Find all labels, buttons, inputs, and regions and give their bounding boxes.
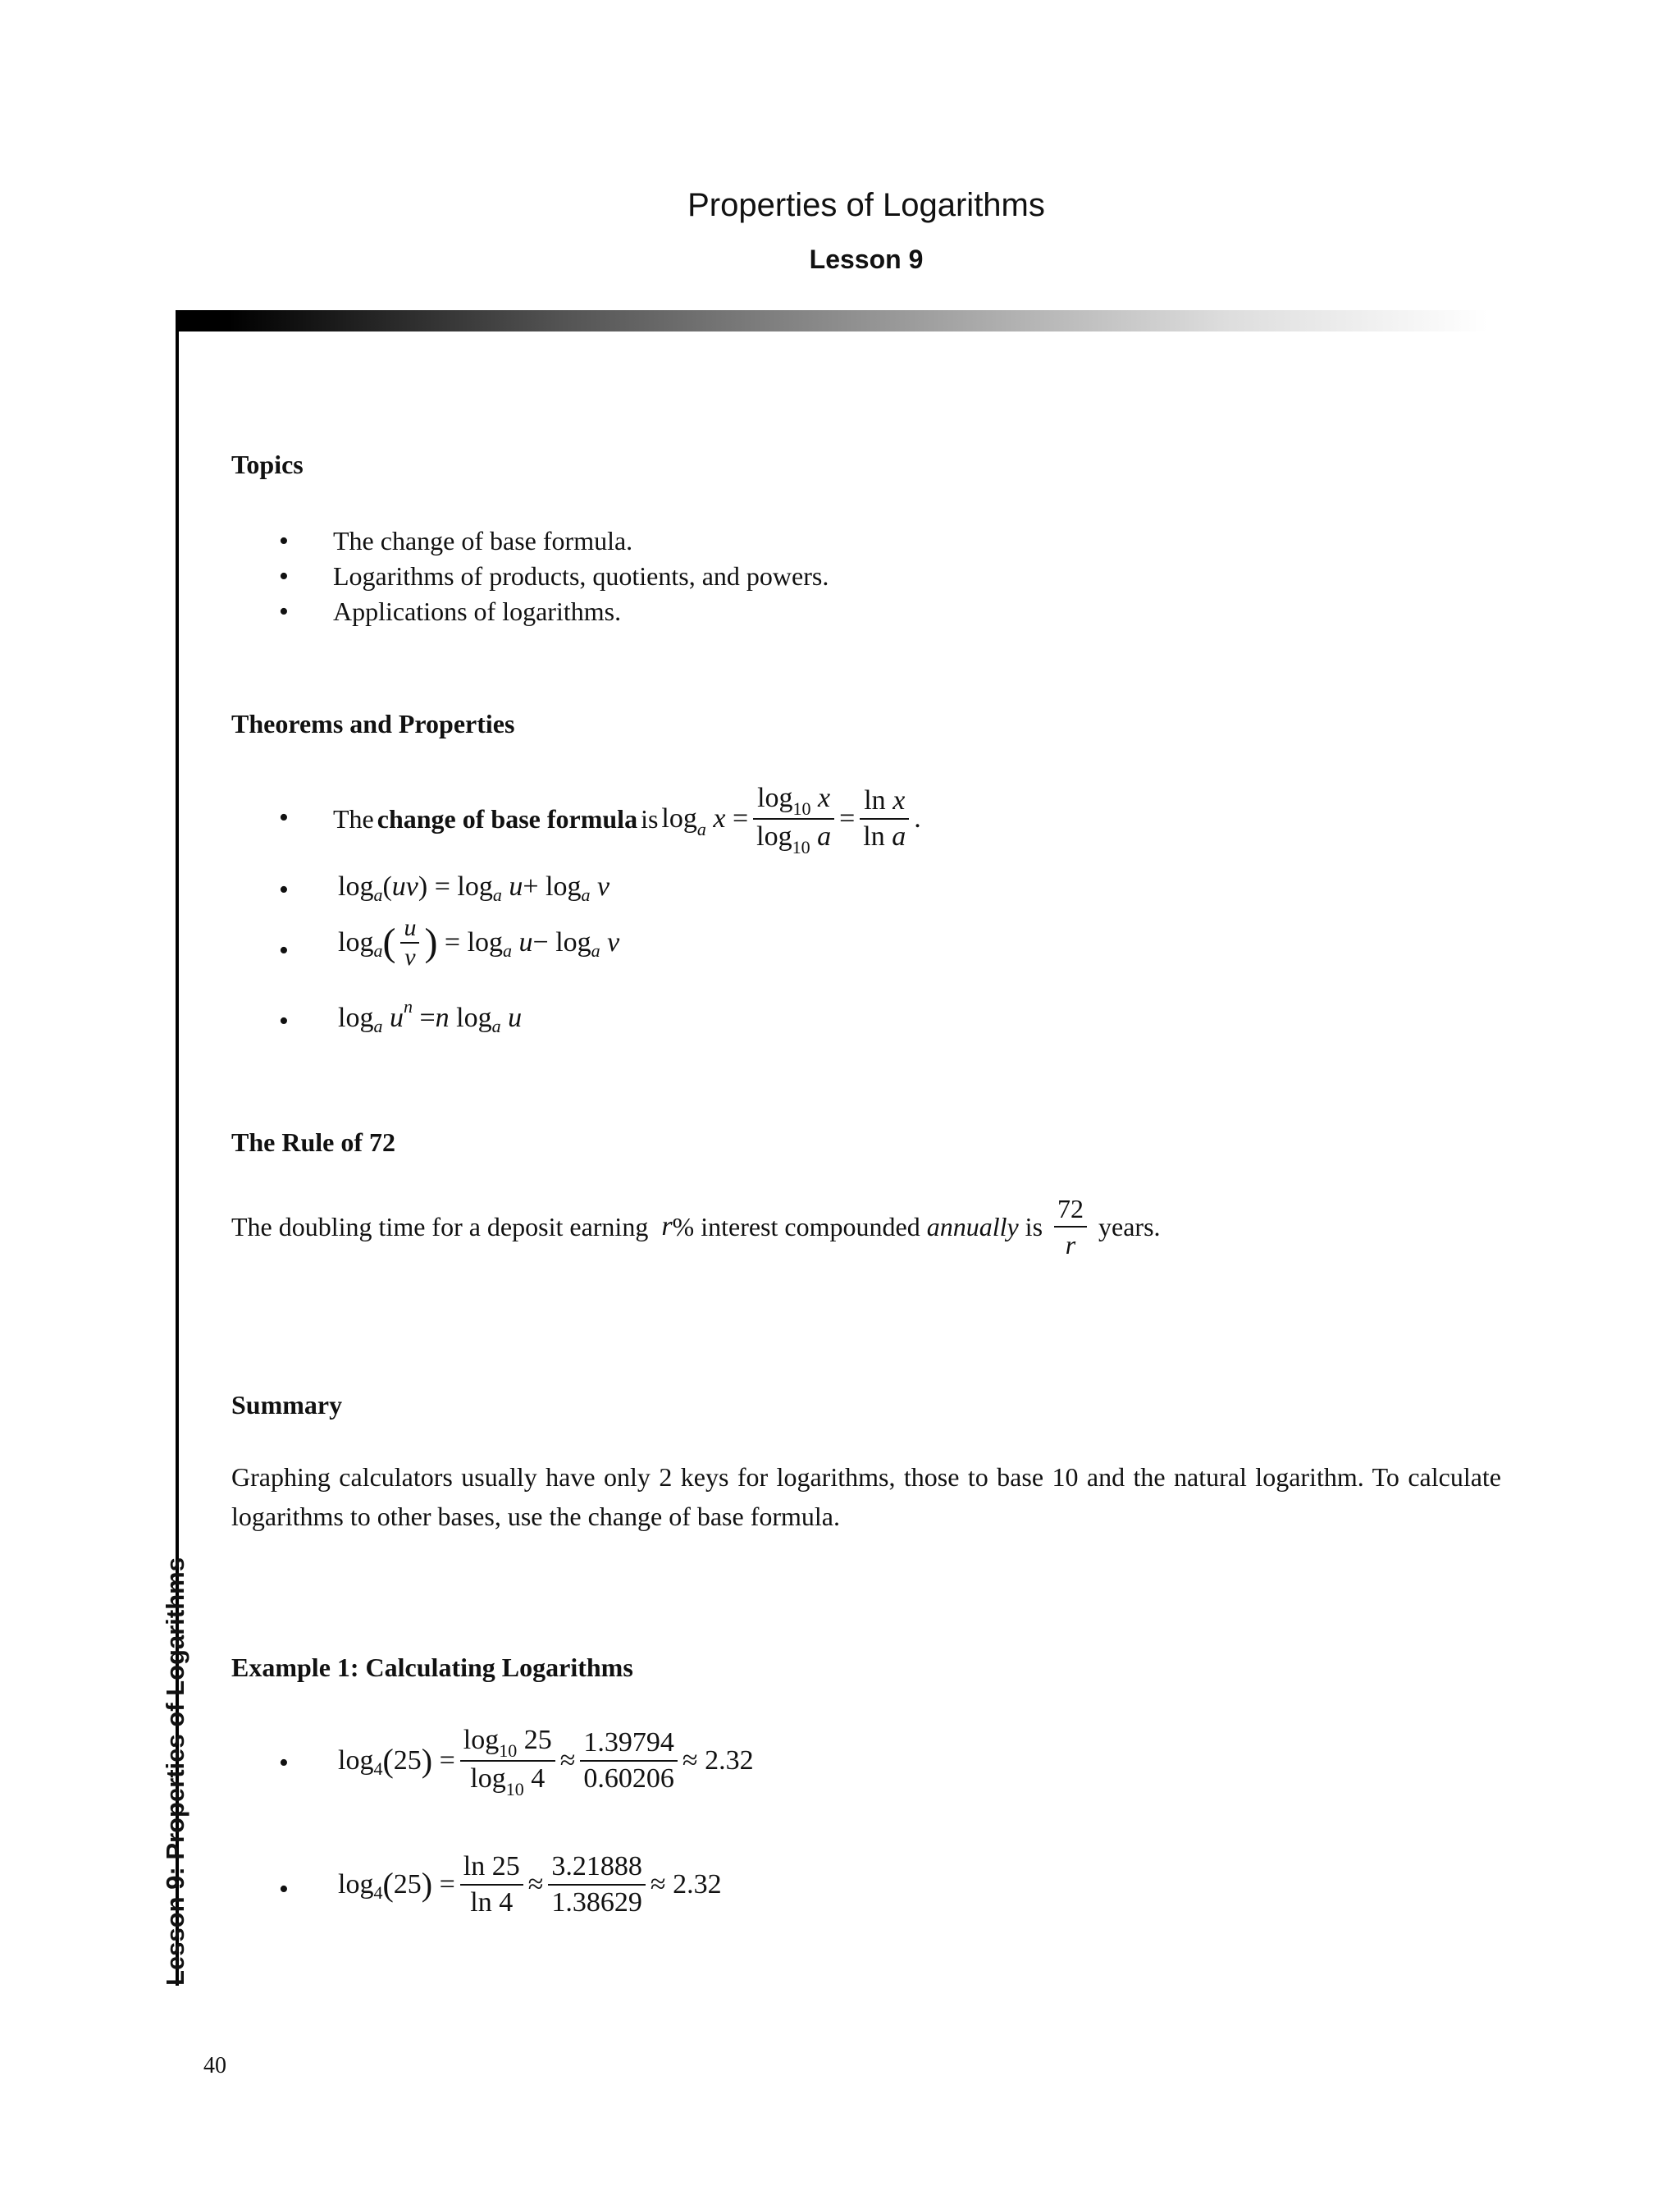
header-gradient-bar bbox=[176, 310, 1488, 331]
example-1-line-2: log 4 ( 25 ) = $\frac{\ln 25}{\ln 4}$ ≈ $\frac{3.21888}{1.38629}$ ≈ 2.32 bbox=[338, 1851, 722, 1918]
bullet-icon: • bbox=[279, 526, 289, 556]
change-of-base-formula: The change of base formula is $\log_a x$ = $\frac{\log_{10} x}{\log_{10} a}$ = $\frac{\text{ln x}}{\text{ln a}}$ . bbox=[333, 783, 921, 857]
example-1-heading: Example 1: Calculating Logarithms bbox=[231, 1653, 633, 1682]
summary-text: Graphing calculators usually have only 2 keys for logarithms, those to base 10 and the natural logarithm. To calculate logarithms to other bases, use the change of base formula. bbox=[231, 1462, 1501, 1531]
topics-list bbox=[279, 523, 829, 629]
example-1-line-1: log 4 ( 25 ) = $\frac{\log_{10} 25}{\log_{10} 4}$ ≈ $\frac{1.39794}{0.60206}$ ≈ 2.32 bbox=[338, 1725, 754, 1799]
list-item: • The change of base formula. bbox=[279, 523, 829, 559]
bullet-icon: • bbox=[279, 1006, 289, 1036]
bullet-icon: • bbox=[279, 561, 289, 592]
sidebar-lesson-label: Lesson 9: Properties of Logarithms bbox=[161, 1557, 189, 1986]
page-number: 40 bbox=[203, 2053, 226, 2078]
fraction: $\frac{72}{r}$ bbox=[1054, 1191, 1087, 1262]
fraction: $\frac{\log_{10} x}{\log_{10} a}$ bbox=[753, 781, 834, 857]
product-rule: log a ( uv ) = log a u + log a v bbox=[338, 871, 610, 905]
bullet-icon: • bbox=[279, 802, 289, 833]
power-rule: log a u n = n log a u bbox=[338, 996, 523, 1036]
summary-heading: Summary bbox=[231, 1390, 343, 1420]
theorems-heading: Theorems and Properties bbox=[231, 709, 515, 738]
quotient-rule: log a ( $\frac{u}{v}$ ) = log a u − log a v bbox=[338, 914, 620, 971]
bullet-icon: • bbox=[279, 1874, 289, 1904]
lesson-label: Lesson 9 bbox=[809, 245, 924, 274]
bullet-icon: • bbox=[279, 1748, 289, 1778]
bullet-icon: • bbox=[279, 875, 289, 905]
page-title: Properties of Logarithms bbox=[687, 187, 1045, 223]
rule-of-72-heading: The Rule of 72 bbox=[231, 1127, 395, 1157]
list-item: • Applications of logarithms. bbox=[279, 594, 829, 629]
rule-of-72-text: The doubling time for a deposit earning r % interest compounded annually is $\frac{72}{r}$ years. bbox=[231, 1191, 1161, 1262]
list-item: • Logarithms of products, quotients, and powers. bbox=[279, 559, 829, 594]
topics-heading: Topics bbox=[231, 450, 304, 479]
fraction: $\frac{\text{ln x}}{\text{ln a}}$ bbox=[860, 784, 909, 854]
bullet-icon: • bbox=[279, 935, 289, 966]
bullet-icon: • bbox=[279, 597, 289, 627]
